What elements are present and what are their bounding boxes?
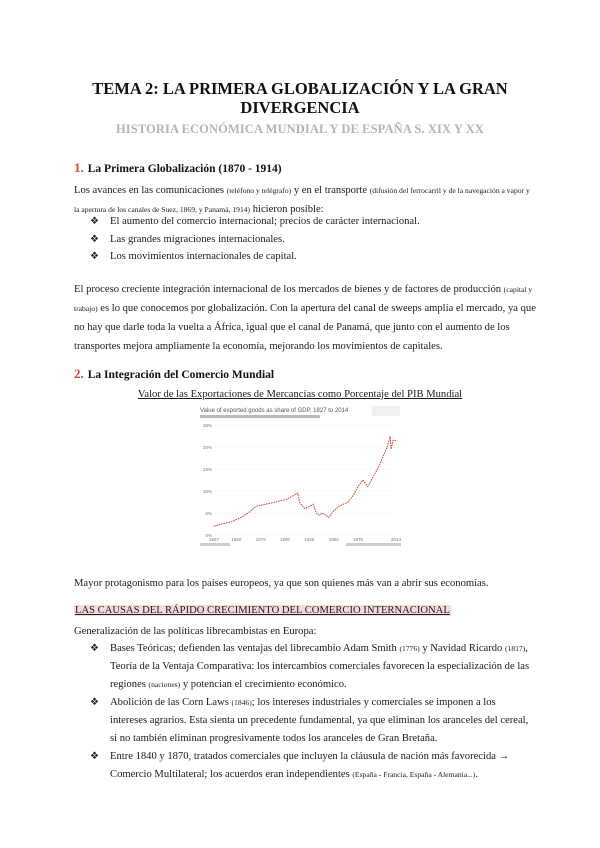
x-tick-label: 1950 xyxy=(328,537,339,542)
causes-list xyxy=(90,640,535,784)
para2-text-b: es lo que conocemos por globalización. Con la apertura del canal de sweeps amplía el mercado, ya que no hay que darle toda la vuelta a África, igual que el canal de Panamá, que junto con el aumento de los transportes mejora ampliamente la economía, mejorando los movimientos de capitales. xyxy=(74,303,536,352)
x-tick-label: 1875 xyxy=(255,537,266,542)
list-item xyxy=(90,248,530,266)
x-tick-label: 1900 xyxy=(280,537,291,542)
section-2-number: 2. xyxy=(74,366,84,381)
diamond-bullet-icon: ❖ xyxy=(90,697,99,708)
exports-chart-svg xyxy=(196,403,406,550)
list-item: ❖ Entre 1840 y 1870, tratados comerciales que incluyen la cláusula de nación más favorecida → Comercio Multilateral; los acuerdos eran independientes (España - Francia, España - Alemania...). xyxy=(90,748,535,784)
para2-note: (capital y trabajo) xyxy=(74,285,533,313)
chart-source-bar xyxy=(200,543,230,546)
exports-chart xyxy=(196,403,406,550)
section-1-title: La Primera Globalización (1870 - 1914) xyxy=(87,163,282,175)
x-tick-label: 2014 xyxy=(390,537,402,542)
after-chart-text: Mayor protagonismo para los países europeos, ya que son quienes más van a abrir sus economías. xyxy=(74,578,489,589)
list-item: ❖ Abolición de las Corn Laws (1846); los intereses industriales y comerciales se imponen a los intereses agrarios. Esta sienta un precedente fundamental, ya que eliminan los aranceles del cereal, si no también eliminan progresivamente todos los aranceles de Gran Bretaña. xyxy=(90,694,535,748)
series-line-world xyxy=(214,436,396,526)
y-tick-label: 20% xyxy=(202,445,212,450)
list-item xyxy=(90,231,530,249)
x-tick-label: 1850 xyxy=(231,537,242,542)
intro-note-1: (teléfono y telégrafo) xyxy=(226,186,292,195)
intro-note-2: (difusión del ferrocarril y de la navegación a vapor y la apertura de los canales de Suez, 1869, y Panamá, 1914) xyxy=(74,186,530,214)
intro-text-b: y en el transporte xyxy=(291,185,370,196)
y-tick-label: 10% xyxy=(202,489,212,494)
diamond-bullet-icon: ❖ xyxy=(90,643,99,654)
chart-subtitle-bar xyxy=(200,415,320,418)
list-item xyxy=(90,213,530,231)
section-1-paragraph-2 xyxy=(74,280,536,356)
bullet-text: Los movimientos internacionales de capital. xyxy=(110,251,297,262)
y-tick-label: 25% xyxy=(202,423,212,428)
bullet-text: Las grandes migraciones internacionales. xyxy=(110,233,285,245)
subtitle: HISTORIA ECONÓMICA MUNDIAL Y DE ESPAÑA S. XIX Y XX xyxy=(115,122,484,136)
chart-logo xyxy=(372,406,400,416)
intro-text-c: hicieron posible: xyxy=(250,204,324,215)
causes-intro: Generalización de las políticas librecambistas en Europa: xyxy=(74,626,317,637)
list-item: ❖ Bases Teóricas; defienden las ventajas del librecambio Adam Smith (1776) y Navidad Ricardo (1817), Teoría de la Ventaja Comparativa: los intercambios comerciales favorecen la especialización de las regiones (naciones) y potencian el crecimiento económico. xyxy=(90,640,535,694)
intro-text-a: Los avances en las comunicaciones xyxy=(74,185,227,196)
x-tick-label: 1925 xyxy=(304,537,315,542)
x-tick-label: 1827 xyxy=(208,537,220,542)
diamond-bullet-icon: ❖ xyxy=(90,751,99,762)
section-2-heading xyxy=(74,366,274,382)
section-1-heading xyxy=(74,160,282,176)
diamond-bullet-icon: ❖ xyxy=(90,216,99,227)
y-tick-label: 15% xyxy=(202,467,212,472)
title-line-1: TEMA 2: LA PRIMERA GLOBALIZACIÓN Y LA GRAN xyxy=(92,79,508,98)
title-line-2: DIVERGENCIA xyxy=(240,98,360,117)
causes-heading: LAS CAUSAS DEL RÁPIDO CRECIMIENTO DEL COMERCIO INTERNACIONAL xyxy=(75,605,450,616)
bullet-text: El aumento del comercio internacional; precios de carácter internacional. xyxy=(110,216,420,227)
x-tick-label: 1975 xyxy=(353,537,364,542)
chart-caption: Valor de las Exportaciones de Mercancías como Porcentaje del PIB Mundial xyxy=(137,389,463,400)
y-tick-label: 0% xyxy=(205,533,212,538)
section-2-title: La Integración del Comercio Mundial xyxy=(87,369,275,381)
diamond-bullet-icon: ❖ xyxy=(90,233,99,245)
chart-title: Value of exported goods as share of GDP, 1827 to 2014 xyxy=(200,408,349,414)
section-1-bullets xyxy=(90,213,530,266)
section-1-number: 1. xyxy=(74,160,84,175)
chart-license-bar xyxy=(346,543,401,546)
diamond-bullet-icon: ❖ xyxy=(90,251,99,262)
para2-text-a: El proceso creciente integración internacional de los mercados de bienes y de factores de producción xyxy=(74,284,504,295)
y-tick-label: 5% xyxy=(205,511,212,516)
